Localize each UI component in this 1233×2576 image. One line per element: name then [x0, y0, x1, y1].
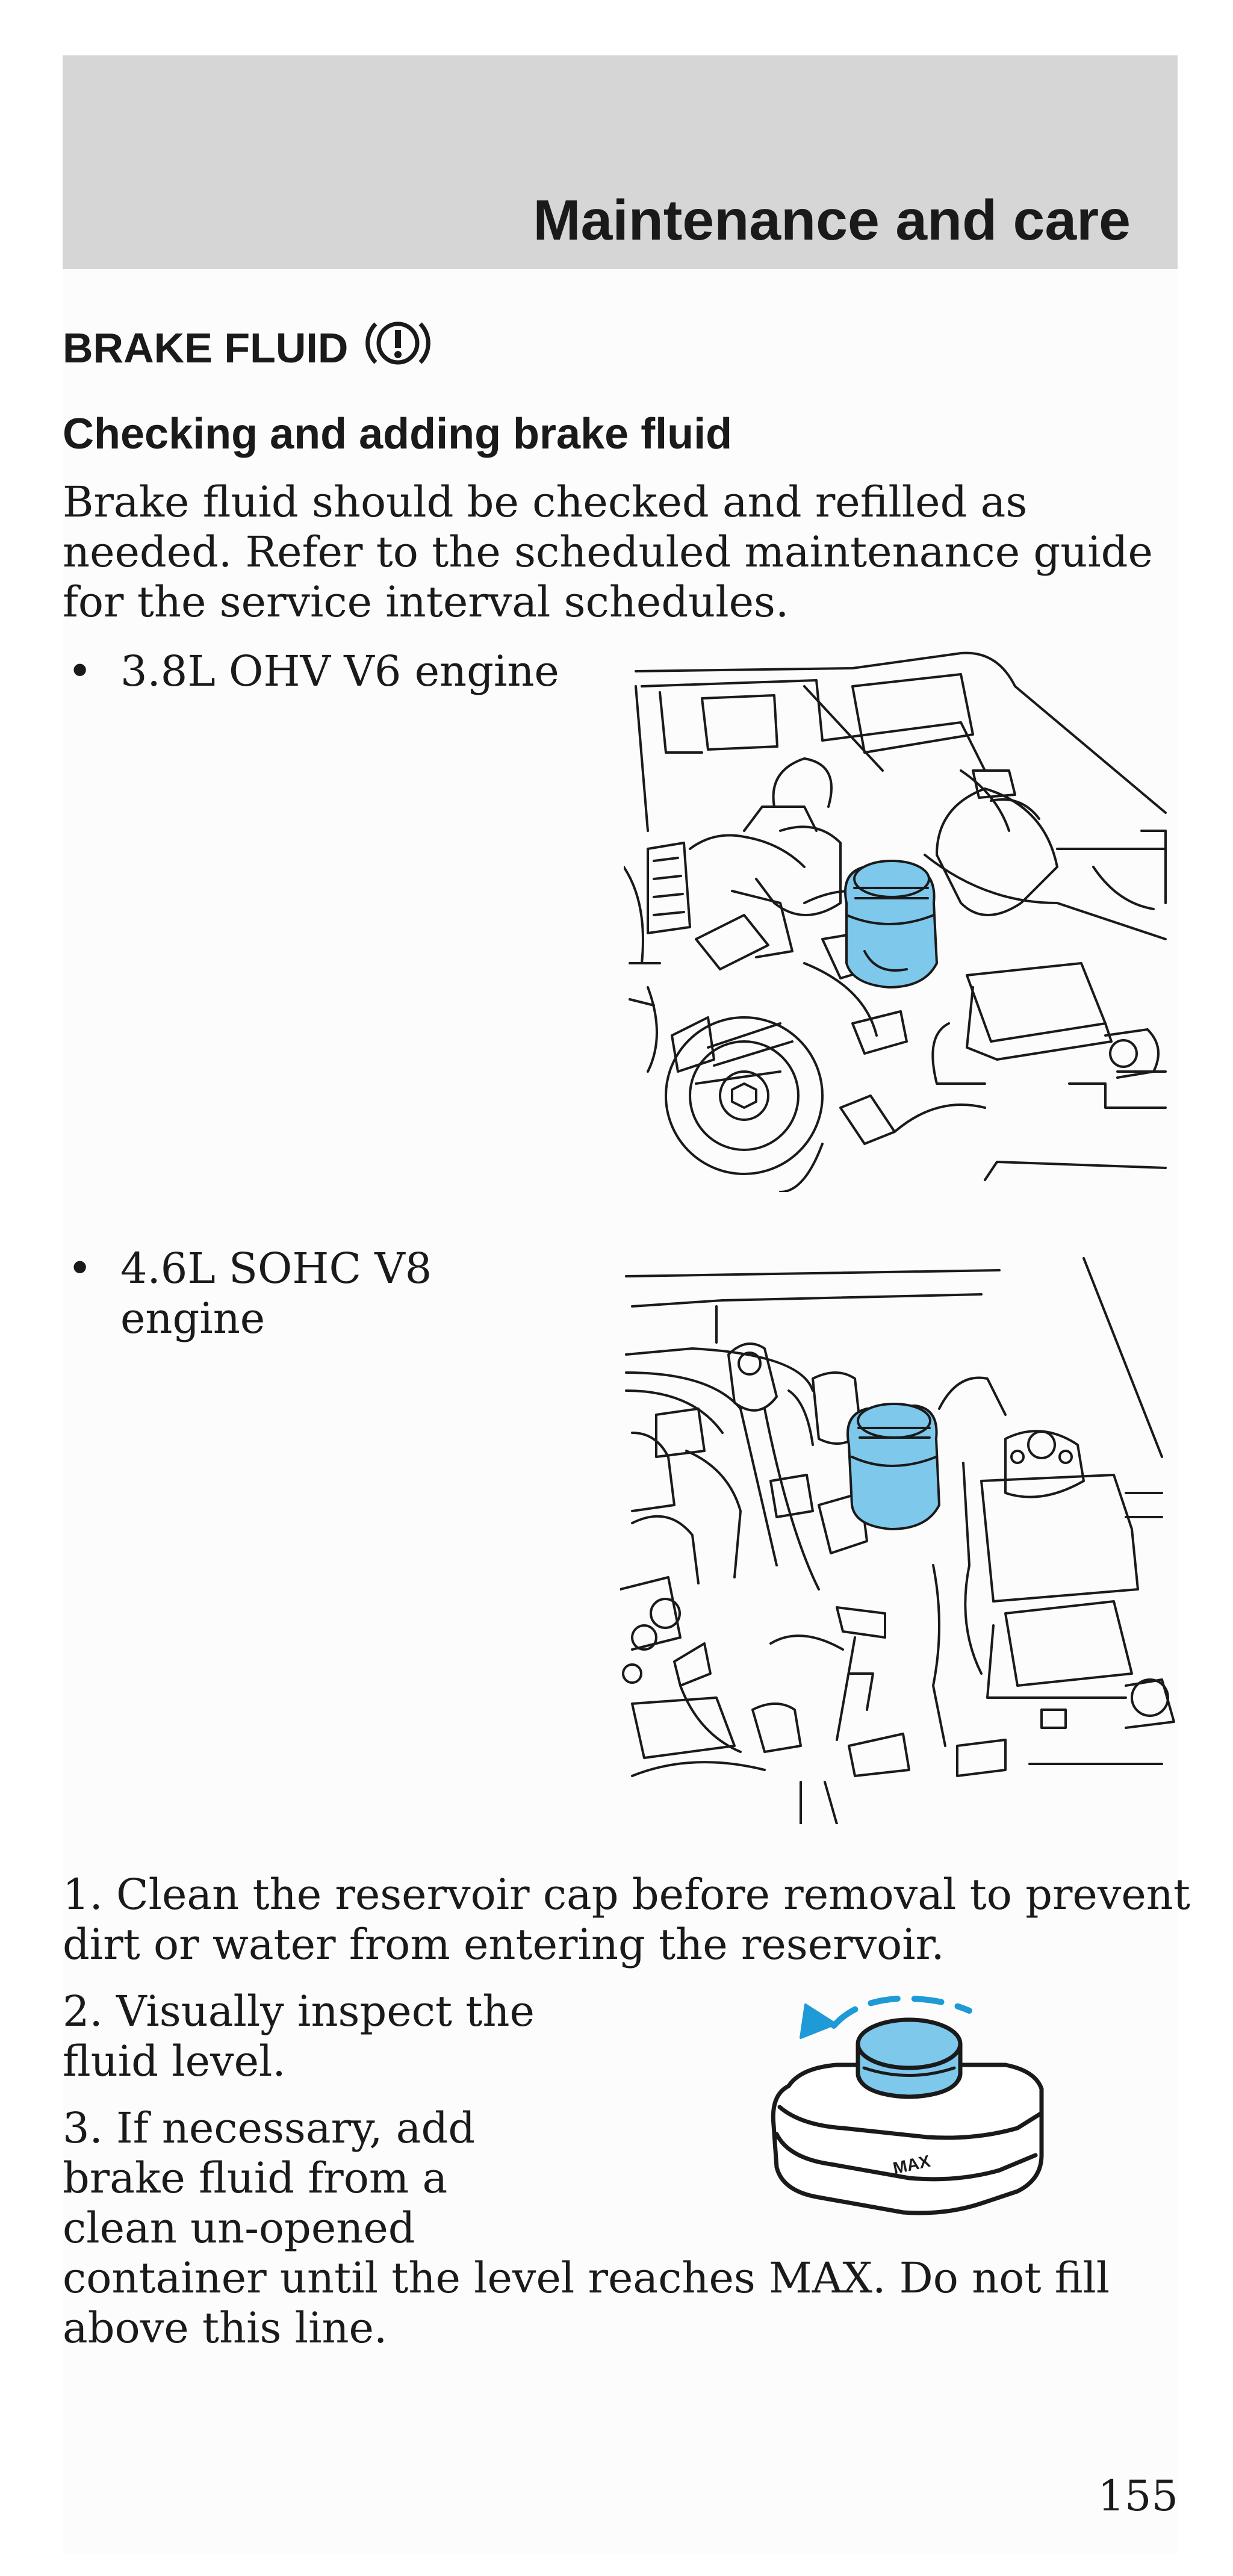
- engine-label: engine: [120, 1294, 266, 1343]
- intro-line: Brake fluid should be checked and refilled as: [63, 477, 1028, 527]
- step-line: brake fluid from a: [63, 2153, 448, 2203]
- page-header: [63, 55, 1178, 269]
- brake-warning-icon: [359, 313, 437, 383]
- intro-line: needed. Refer to the scheduled maintenance guide: [63, 527, 1153, 577]
- engine-label: 4.6L SOHC V8: [120, 1244, 432, 1293]
- engine-list-item: [63, 647, 559, 697]
- step-line: above this line.: [63, 2303, 388, 2353]
- intro-line: for the service interval schedules.: [63, 577, 789, 627]
- section-heading: [63, 313, 437, 383]
- engine-list-item: [63, 1244, 432, 1344]
- brake-fluid-reservoir-illustration: [765, 1987, 1054, 2215]
- page-title: Maintenance and care: [533, 188, 1131, 252]
- bullet-marker: •: [67, 1244, 93, 1293]
- step-2: [63, 1987, 535, 2087]
- bullet-marker: •: [67, 647, 93, 696]
- max-level-label: MAX: [891, 2151, 932, 2178]
- engine-label: 3.8L OHV V6 engine: [120, 647, 559, 696]
- page-number: 155: [1098, 2471, 1178, 2521]
- step-line: dirt or water from entering the reservoir.: [63, 1920, 945, 1969]
- step-1: [63, 1870, 1190, 1970]
- step-line: clean un-opened: [63, 2203, 415, 2253]
- step-line: 1. Clean the reservoir cap before removal to prevent: [63, 1870, 1191, 1919]
- section-heading-label: BRAKE FLUID: [63, 324, 349, 371]
- intro-paragraph: [63, 477, 1153, 627]
- step-line: 2. Visually inspect the: [63, 1987, 535, 2036]
- v8-engine-compartment-illustration: [620, 1252, 1178, 1824]
- step-line: 3. If necessary, add: [63, 2103, 476, 2153]
- step-line: container until the level reaches MAX. Do not fill: [63, 2253, 1110, 2303]
- subsection-heading: Checking and adding brake fluid: [63, 410, 733, 458]
- v6-engine-compartment-illustration: [624, 650, 1178, 1192]
- step-line: fluid level.: [63, 2037, 286, 2086]
